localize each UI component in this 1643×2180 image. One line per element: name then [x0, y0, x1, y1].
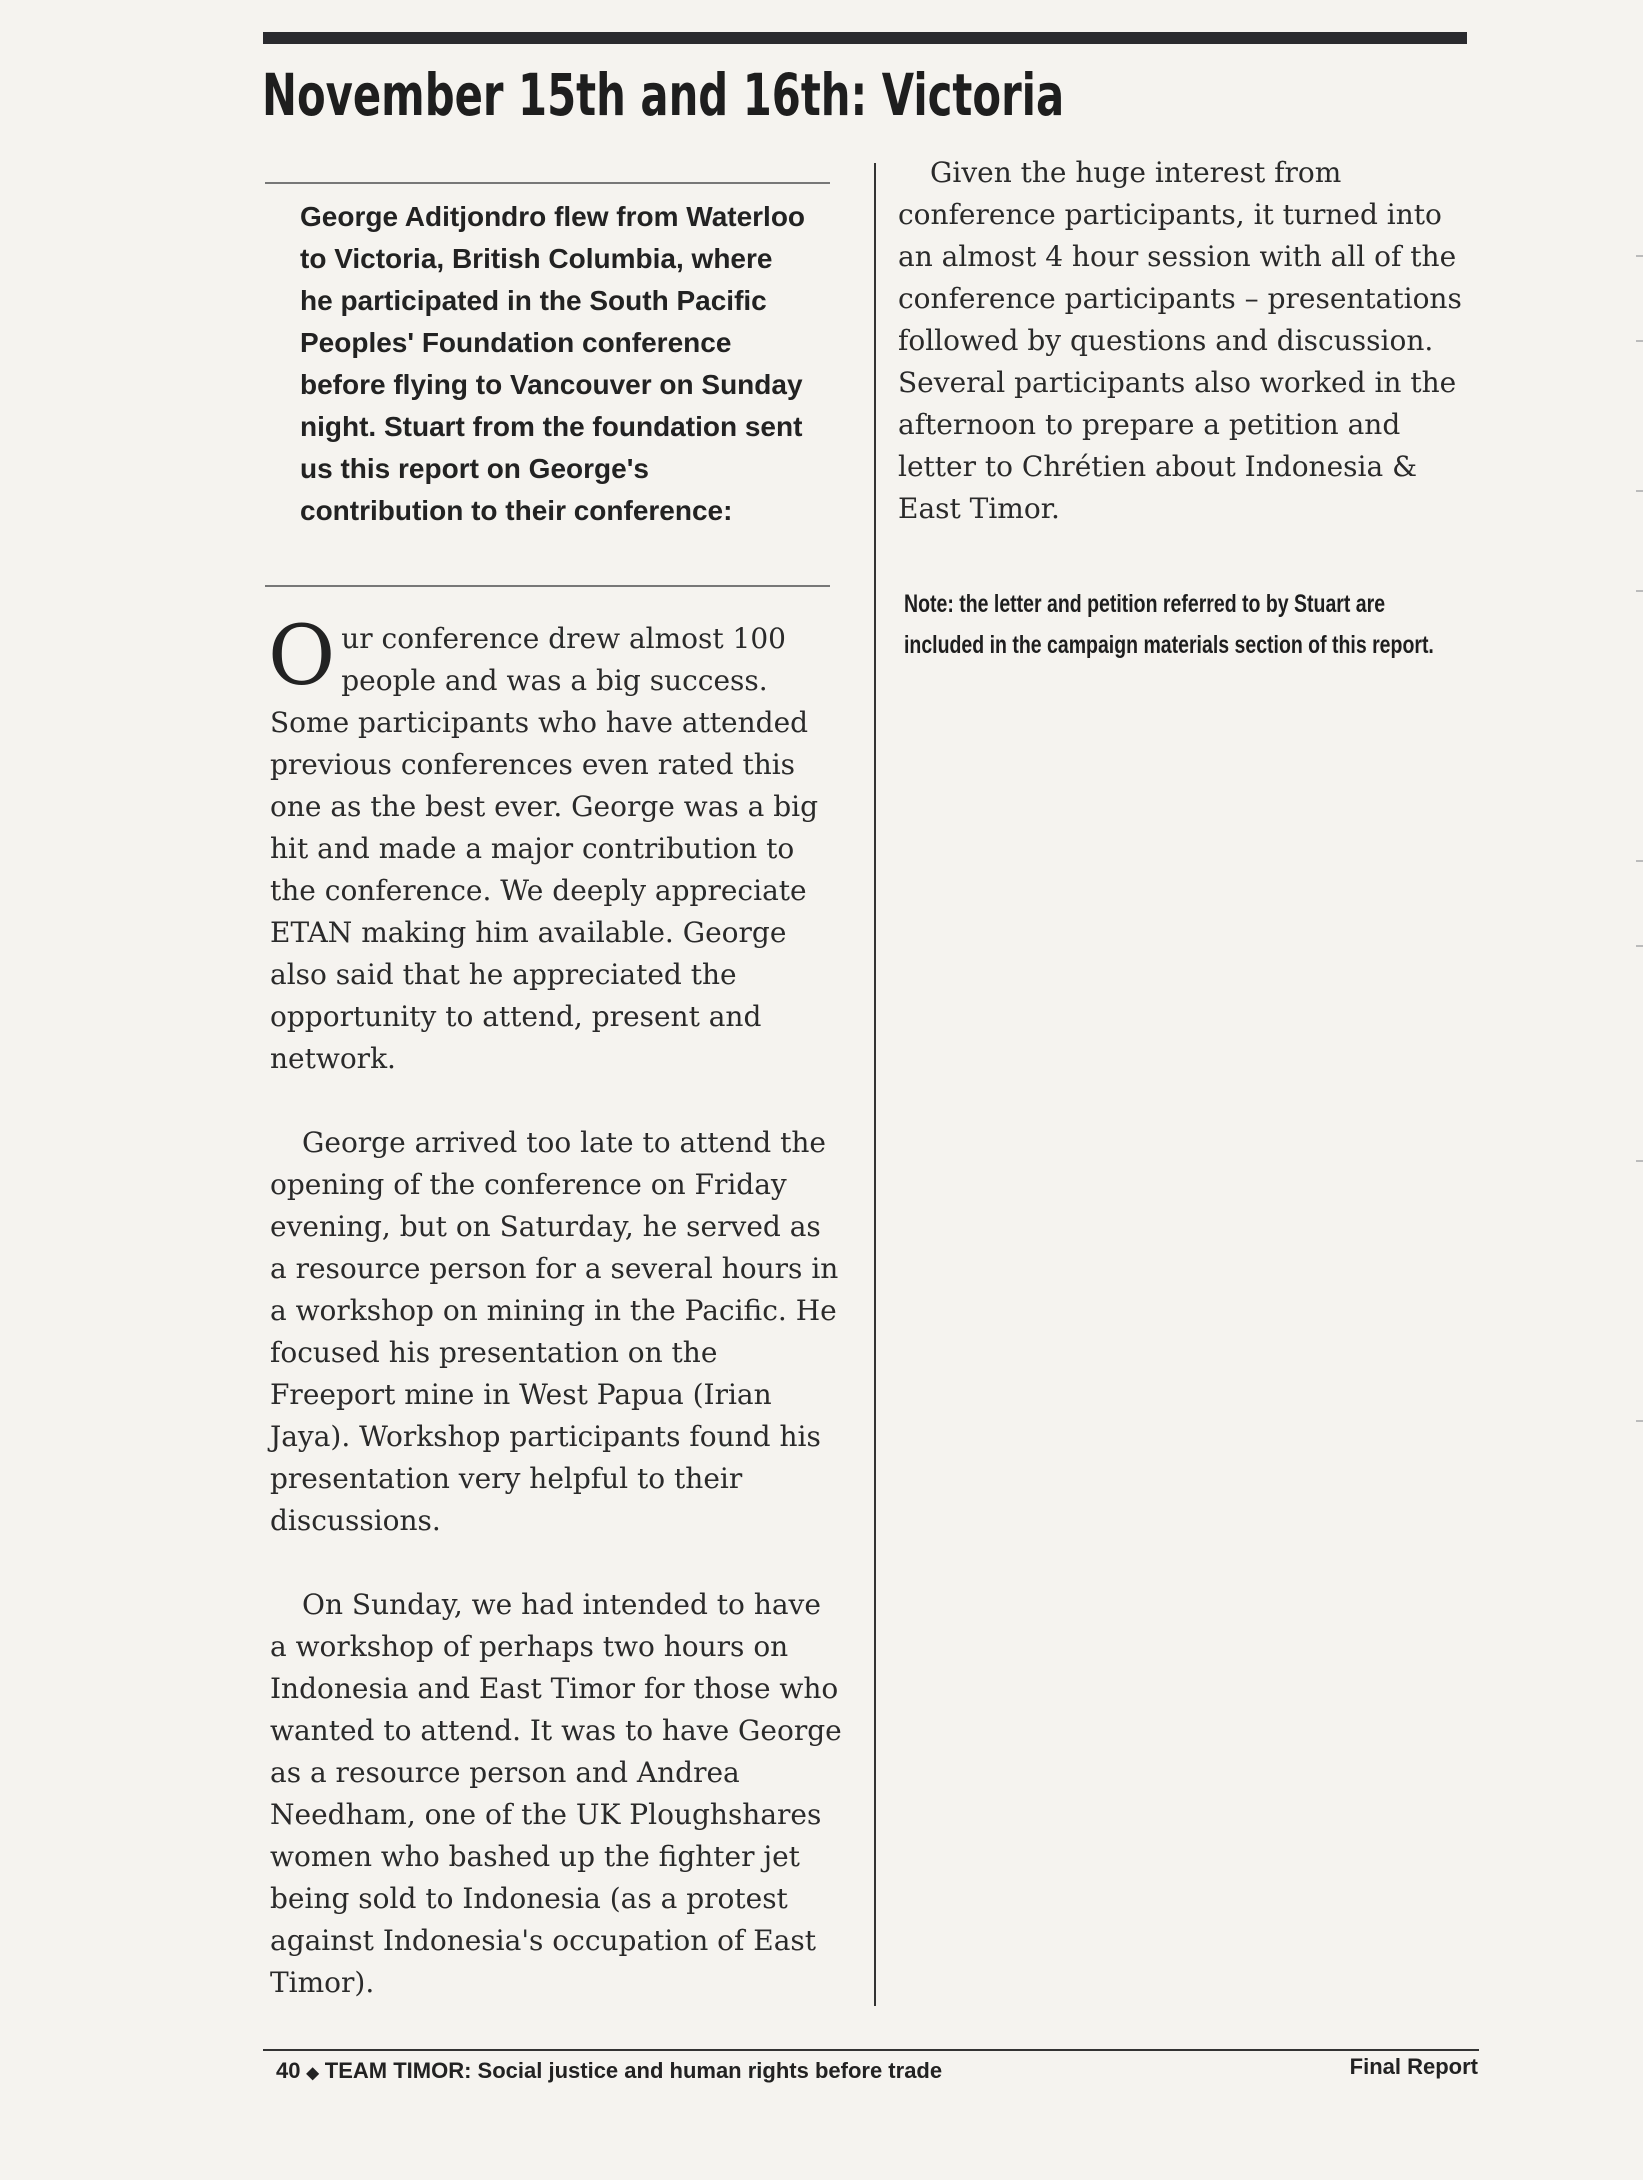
- column-divider: [874, 163, 876, 2006]
- publication-title: TEAM TIMOR: Social justice and human rights before trade: [324, 2058, 943, 2083]
- margin-tick: [1636, 340, 1643, 342]
- intro-rule-bottom: [265, 585, 830, 587]
- margin-tick: [1636, 860, 1643, 862]
- diamond-icon: ◆: [306, 2065, 319, 2082]
- footer-rule: [263, 2049, 1479, 2051]
- margin-tick: [1636, 490, 1643, 492]
- margin-tick: [1636, 255, 1643, 257]
- paragraph-2: George arrived too late to attend the opening of the conference on Friday evening, but on Saturday, he served as a resource person for a several hours in a workshop on mining in the Pacific. He focused his presentation on the Freeport mine in West Papua (Irian Jaya). Workshop participants found his presentation very helpful to their discussions.: [270, 1126, 839, 1537]
- margin-tick: [1636, 1420, 1643, 1422]
- right-column: [898, 152, 1468, 666]
- intro-rule-top: [265, 182, 830, 184]
- paragraph-1-text: ur conference drew almost 100 people and was a big success. Some participants who have attended previous conferences even rated this one as the best ever. George was a big hit and made a major contribution to the conference. We deeply appreciate ETAN making him available. George also said that he appreciated the opportunity to attend, present and network.: [270, 622, 819, 1075]
- editor-note: Note: the letter and petition referred to by Stuart are included in the campaign materials section of this report.: [904, 590, 1434, 659]
- paragraph-3: On Sunday, we had intended to have a workshop of perhaps two hours on Indonesia and East Timor for those who wanted to attend. It was to have George as a resource person and Andrea Needham, one of the UK Ploughshares women who bashed up the fighter jet being sold to Indonesia (as a protest against Indonesia's occupation of East Timor).: [270, 1588, 842, 1999]
- page-number: 40: [276, 2058, 301, 2083]
- dropcap: O: [268, 609, 336, 704]
- margin-tick: [1636, 945, 1643, 947]
- left-column: [268, 609, 845, 2046]
- top-rule: [263, 32, 1467, 44]
- paragraph-4: Given the huge interest from conference participants, it turned into an almost 4 hour session with all of the conference participants – presentations followed by questions and discussion. Several participants also worked in the afternoon to prepare a petition and letter to Chrétien about Indonesia & East Timor.: [898, 156, 1462, 525]
- intro-text: George Aditjondro flew from Waterloo to Victoria, British Columbia, where he participated in the South Pacific Peoples' Foundation conference before flying to Vancouver on Sunday night. Stuart from the foundation sent us this report on George's contribution to their conference:: [300, 201, 806, 526]
- margin-tick: [1636, 590, 1643, 592]
- page-title: November 15th and 16th: Victoria: [262, 61, 1065, 129]
- footer-section: Final Report: [1349, 2054, 1478, 2079]
- footer-left: [276, 2056, 942, 2089]
- paragraph-1: [268, 609, 845, 1080]
- margin-tick: [1636, 1160, 1643, 1162]
